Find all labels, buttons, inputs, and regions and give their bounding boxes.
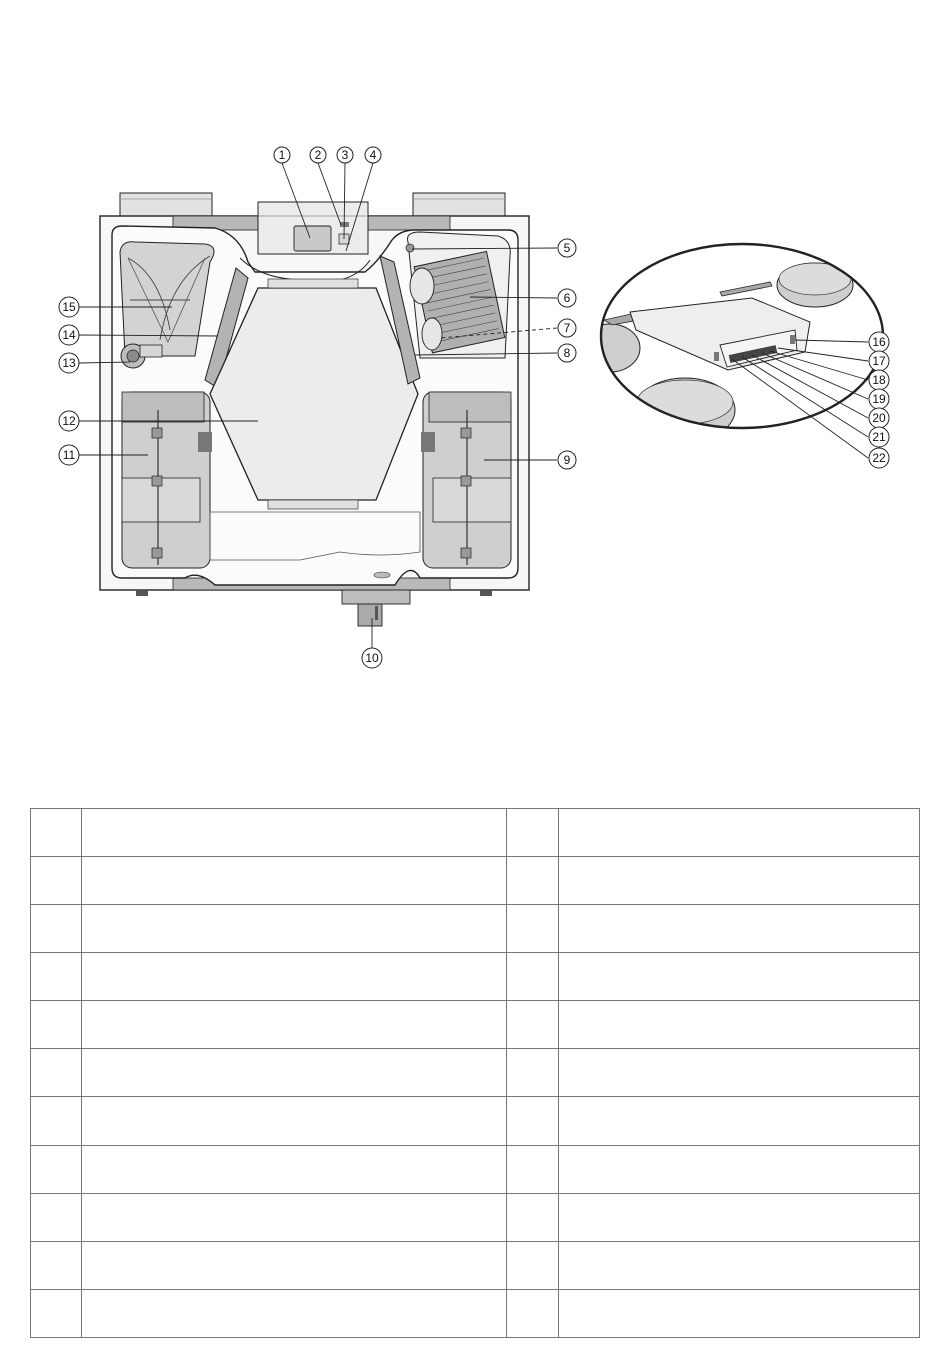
table-cell-description: [559, 953, 920, 1001]
callout-21: [869, 427, 889, 447]
table-cell-description: [559, 1241, 920, 1289]
table-cell-description: [559, 1001, 920, 1049]
callout-2: [310, 147, 326, 163]
table-cell-description: [82, 1049, 507, 1097]
table-cell-description: [559, 1097, 920, 1145]
svg-text:10: 10: [365, 651, 379, 665]
table-row: [31, 809, 920, 857]
table-cell-description: [82, 953, 507, 1001]
table-row: [31, 1097, 920, 1145]
table-cell-number: [507, 857, 559, 905]
svg-text:17: 17: [872, 354, 886, 368]
svg-text:4: 4: [369, 148, 377, 162]
callout-1: [274, 147, 290, 163]
callout-5: [558, 239, 576, 257]
table-cell-number: [507, 1049, 559, 1097]
detail-magnifier: [580, 240, 900, 458]
svg-text:18: 18: [872, 373, 886, 387]
callout-6: [558, 289, 576, 307]
svg-text:21: 21: [872, 430, 886, 444]
svg-text:8: 8: [563, 346, 571, 360]
svg-text:5: 5: [563, 241, 571, 255]
table-row: [31, 1241, 920, 1289]
table-cell-number: [31, 857, 82, 905]
table-cell-description: [559, 1193, 920, 1241]
callout-20: [869, 408, 889, 428]
callout-13: [59, 353, 79, 373]
svg-text:12: 12: [62, 414, 76, 428]
callout-16: [869, 332, 889, 352]
table-row: [31, 1001, 920, 1049]
table-cell-number: [31, 1049, 82, 1097]
callout-22: [869, 448, 889, 468]
callout-9: [558, 451, 576, 469]
table-cell-number: [31, 1145, 82, 1193]
callout-11: [59, 445, 79, 465]
table-cell-description: [82, 809, 507, 857]
table-cell-description: [559, 905, 920, 953]
svg-text:15: 15: [62, 300, 76, 314]
callout-10: [362, 648, 382, 668]
table-cell-number: [507, 1241, 559, 1289]
table-cell-description: [559, 857, 920, 905]
table-cell-description: [82, 1193, 507, 1241]
svg-text:11: 11: [62, 448, 76, 462]
table-cell-description: [559, 1145, 920, 1193]
table-cell-number: [31, 1097, 82, 1145]
table-cell-number: [31, 809, 82, 857]
svg-text:19: 19: [872, 392, 886, 406]
callout-12: [59, 411, 79, 431]
svg-text:3: 3: [341, 148, 349, 162]
table-row: [31, 1193, 920, 1241]
table-row: [31, 1145, 920, 1193]
table-cell-number: [31, 1241, 82, 1289]
table-cell-number: [31, 905, 82, 953]
table-cell-number: [507, 809, 559, 857]
table-cell-number: [507, 1001, 559, 1049]
table-cell-description: [559, 809, 920, 857]
callout-4: [365, 147, 381, 163]
callout-14: [59, 325, 79, 345]
svg-text:2: 2: [314, 148, 322, 162]
table-cell-number: [507, 1193, 559, 1241]
svg-text:20: 20: [872, 411, 886, 425]
left-fan: [122, 392, 212, 568]
table-cell-number: [507, 1097, 559, 1145]
callout-18: [869, 370, 889, 390]
table-cell-number: [507, 953, 559, 1001]
table-row: [31, 1289, 920, 1337]
right-fan: [421, 392, 511, 568]
table-cell-number: [507, 1289, 559, 1337]
table-cell-description: [82, 1001, 507, 1049]
table-cell-description: [559, 1049, 920, 1097]
table-row: [31, 905, 920, 953]
callout-17: [869, 351, 889, 371]
table-cell-description: [82, 857, 507, 905]
svg-text:7: 7: [563, 321, 571, 335]
table-cell-number: [507, 905, 559, 953]
callout-15: [59, 297, 79, 317]
table-row: [31, 857, 920, 905]
table-cell-description: [82, 1097, 507, 1145]
table-cell-description: [559, 1289, 920, 1337]
table-cell-number: [507, 1145, 559, 1193]
callout-8: [558, 344, 576, 362]
table-cell-description: [82, 1145, 507, 1193]
table-cell-number: [31, 1289, 82, 1337]
svg-text:1: 1: [278, 148, 286, 162]
table-row: [31, 953, 920, 1001]
svg-text:13: 13: [62, 356, 76, 370]
table-row: [31, 1049, 920, 1097]
condensate-drain: [342, 590, 410, 626]
svg-text:6: 6: [563, 291, 571, 305]
svg-text:22: 22: [872, 451, 886, 465]
table-cell-number: [31, 1193, 82, 1241]
callout-19: [869, 389, 889, 409]
table-cell-description: [82, 1241, 507, 1289]
table-cell-description: [82, 905, 507, 953]
table-cell-number: [31, 1001, 82, 1049]
svg-text:16: 16: [872, 335, 886, 349]
svg-text:9: 9: [563, 453, 571, 467]
svg-text:14: 14: [62, 328, 76, 342]
callout-3: [337, 147, 353, 163]
table-cell-description: [82, 1289, 507, 1337]
callout-7: [558, 319, 576, 337]
parts-legend-table: [30, 808, 920, 1338]
preheater-assembly: [406, 232, 510, 358]
table-cell-number: [31, 953, 82, 1001]
